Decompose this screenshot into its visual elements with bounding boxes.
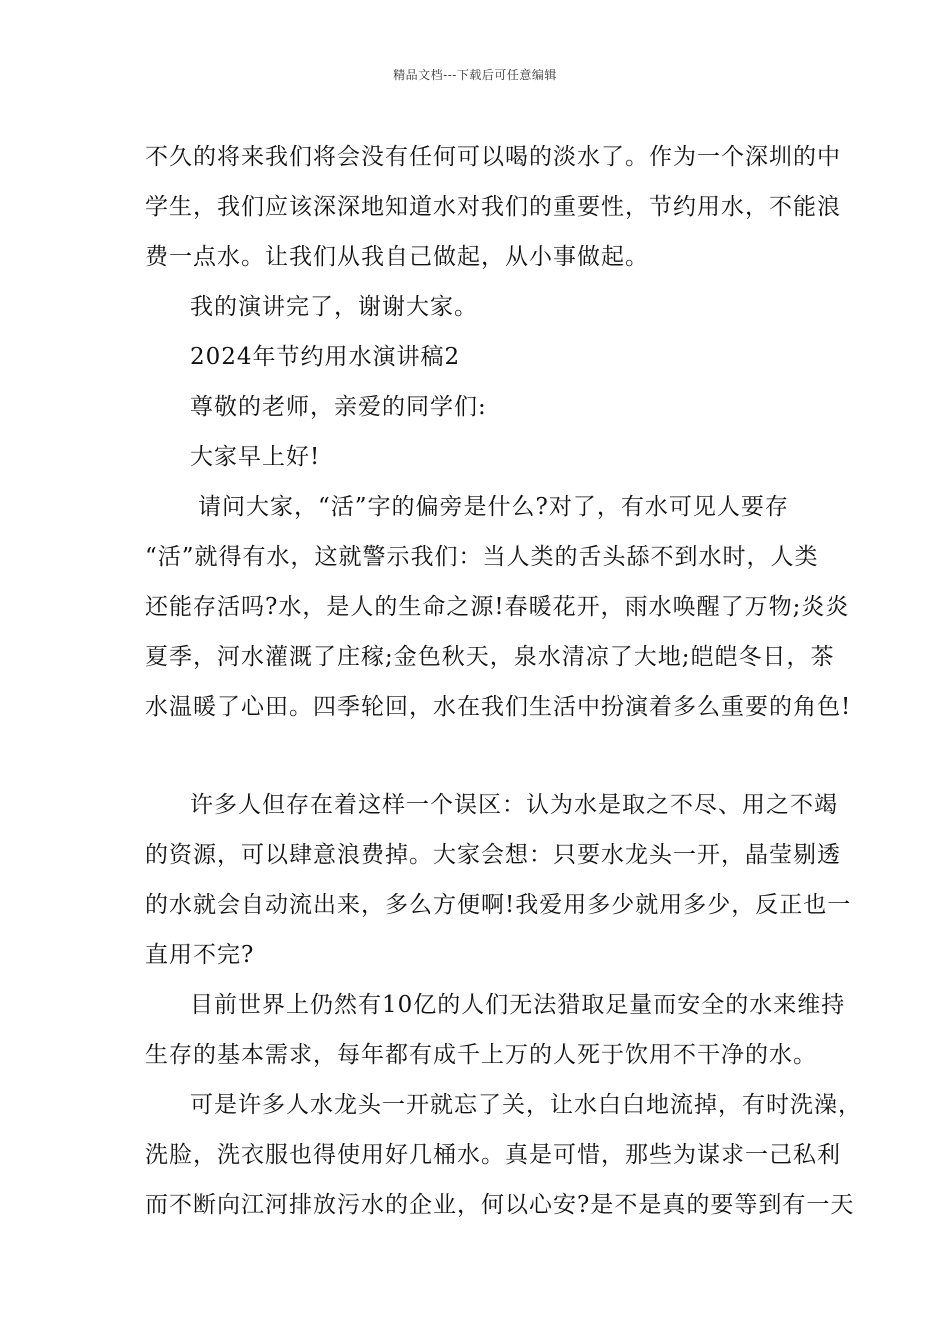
body-line-17: 目前世界上仍然有10亿的人们无法猎取足量而安全的水来维持: [190, 992, 846, 1018]
greeting: 大家早上好!: [190, 444, 321, 470]
body-line-3: 费一点水。让我们从我自己做起，从小事做起。: [145, 244, 649, 270]
body-line-2: 学生，我们应该深深地知道水对我们的重要性，节约用水，不能浪: [145, 194, 841, 220]
page-header: 精品文档---下载后可任意编辑: [393, 68, 557, 82]
body-line-20: 洗脸，洗衣服也得使用好几桶水。真是可惜，那些为谋求一己私利: [145, 1142, 841, 1168]
salutation: 尊敬的老师，亲爱的同学们:: [190, 394, 487, 420]
body-line-1: 不久的将来我们将会没有任何可以喝的淡水了。作为一个深圳的中: [145, 144, 841, 170]
body-line-12: 水温暖了心田。四季轮回，水在我们生活中扮演着多么重要的角色!: [145, 694, 852, 720]
section-heading: 2024年节约用水演讲稿2: [190, 344, 461, 370]
body-line-4: 我的演讲完了，谢谢大家。: [190, 294, 478, 320]
body-line-18: 生存的基本需求，每年都有成千上万的人死于饮用不干净的水。: [145, 1042, 817, 1068]
body-line-16: 直用不完?: [145, 942, 255, 968]
body-line-14: 的资源，可以肆意浪费掉。大家会想：只要水龙头一开，晶莹剔透: [145, 842, 841, 868]
body-line-21: 而不断向江河排放污水的企业，何以心安?是不是真的要等到有一天: [145, 1192, 855, 1218]
body-line-9: “活”就得有水，这就警示我们：当人类的舌头舔不到水时，人类: [145, 544, 819, 570]
body-line-13: 许多人但存在着这样一个误区：认为水是取之不尽、用之不竭: [190, 792, 838, 818]
body-line-10: 还能存活吗?水，是人的生命之源!春暖花开，雨水唤醒了万物;炎炎: [145, 594, 850, 620]
body-line-11: 夏季，河水灌溉了庄稼;金色秋天，泉水清凉了大地;皑皑冬日，茶: [145, 644, 835, 670]
body-line-15: 的水就会自动流出来，多么方便啊!我爱用多少就用多少，反正也一: [145, 892, 852, 918]
body-line-8: 请问大家，“活”字的偏旁是什么?对了，有水可见人要存: [198, 494, 789, 520]
body-line-19: 可是许多人水龙头一开就忘了关，让水白白地流掉，有时洗澡，: [190, 1092, 862, 1118]
